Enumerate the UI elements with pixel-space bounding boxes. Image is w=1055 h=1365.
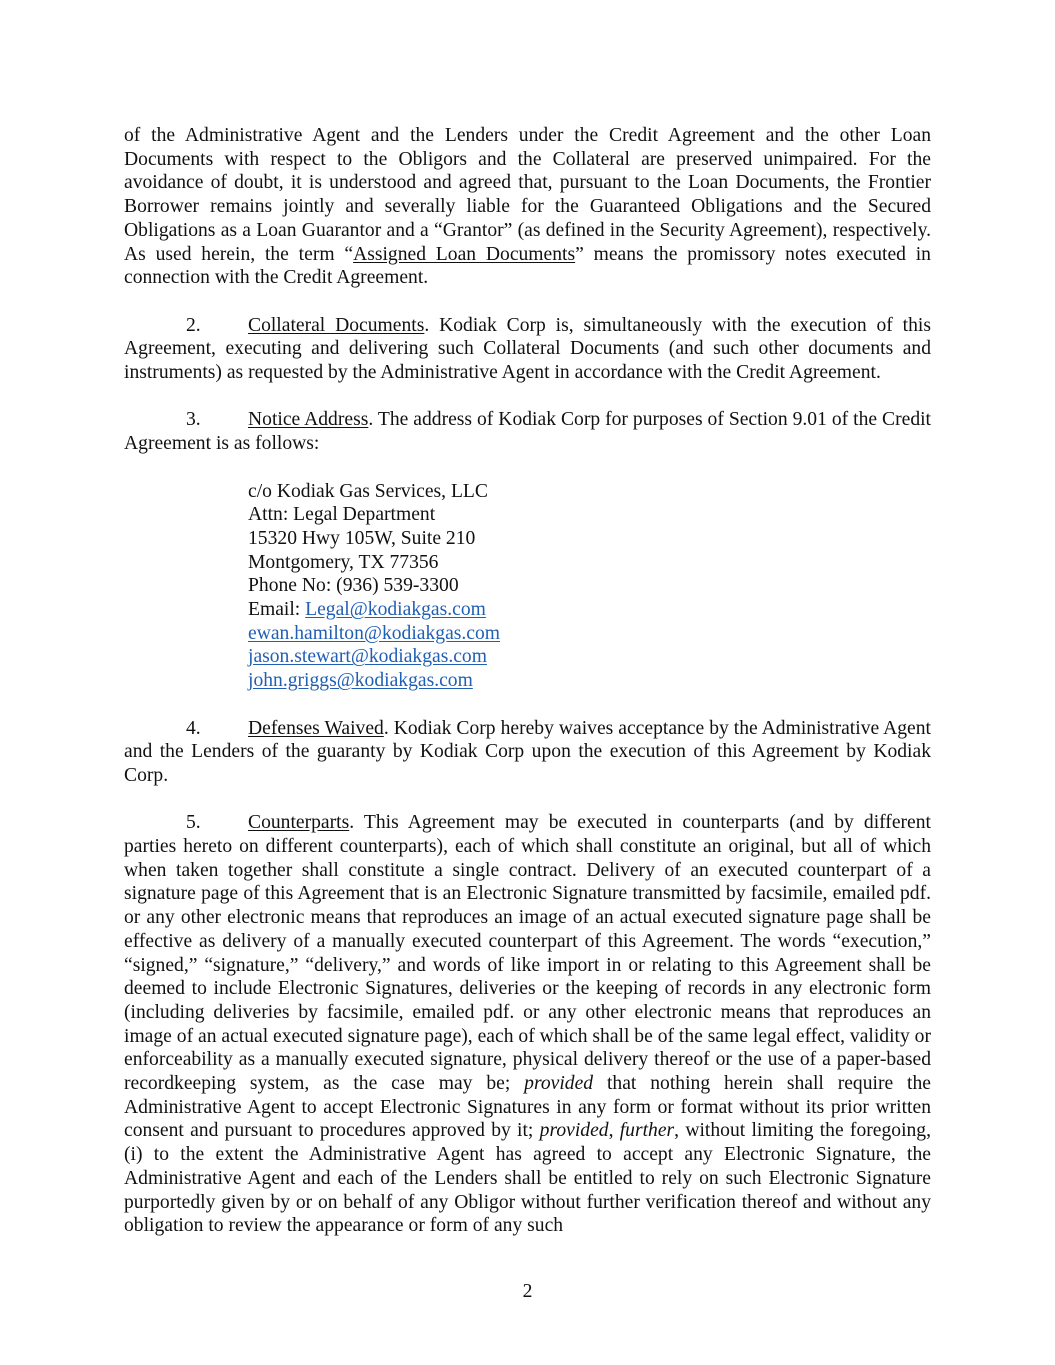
email-link-ewan-hamilton[interactable]: ewan.hamilton@kodiakgas.com xyxy=(248,622,501,644)
address-line-street: 15320 Hwy 105W, Suite 210 xyxy=(248,527,476,549)
section-4-defenses-waived xyxy=(124,717,931,788)
address-line-company: c/o Kodiak Gas Services, LLC xyxy=(248,480,488,502)
section-text-part3: , without limiting the foregoing, (i) to the extent the Administrative Agent has agreed to accept any Electronic Signature, the Administrative Agent and each of the Lenders shall be entitled to rely on such Electronic Signature purportedly given by or on behalf of any Obligor without further verification thereof and without any obligation to review the appearance or form of any such xyxy=(124,1120,931,1237)
intro-text-part1: of the Administrative Agent and the Lenders under the Credit Agreement and the other Loan Documents with respect to the Obligors and the Collateral are preserved unimpaired. For the avoidance of doubt, it is understood and agreed that, pursuant to the Loan Documents, the Frontier Borrower remains jointly and severally liable for the Guaranteed Obligations and the Secured Obligations as a Loan Guarantor and a “Grantor” (as defined in the Security Agreement), respectively. As used herein, the term “ xyxy=(124,125,931,265)
comma: , xyxy=(608,1120,620,1142)
address-line-attention: Attn: Legal Department xyxy=(248,504,436,526)
section-text-part1: . This Agreement may be executed in counterparts (and by different parties hereto on different counterparts), each of which shall constitute an original, but all of which when taken together shall constitute a single contract. Delivery of an executed counterpart of a signature page of this Agreement that is an Electronic Signature transmitted by facsimile, emailed pdf. or any other electronic means that reproduces an image of an actual executed signature page shall be effective as delivery of a manually executed counterpart of this Agreement. The words “execution,” “signed,” “signature,” “delivery,” and words of like import in or relating to this Agreement shall be deemed to include Electronic Signatures, deliveries or the keeping of records in any electronic form (including deliveries by facsimile, emailed pdf. or any other electronic means that reproduces an image of an actual executed signature page), each of which shall be of the same legal effect, validity or enforceability as a manually executed signature, physical delivery thereof or the use of a paper-based recordkeeping system, as the case may be; xyxy=(124,812,931,1095)
page-number: 2 xyxy=(522,1281,533,1302)
italic-provided: provided xyxy=(524,1073,594,1095)
defined-term-assigned-loan-documents: Assigned Loan Documents xyxy=(353,243,576,265)
notice-address-block xyxy=(248,480,931,693)
section-heading: Notice Address xyxy=(248,409,369,431)
intro-paragraph xyxy=(124,124,931,290)
address-line-email-4 xyxy=(248,669,931,693)
document-page xyxy=(124,124,931,1262)
section-heading: Counterparts xyxy=(248,812,350,834)
section-text: . Kodiak Corp hereby waives acceptance by the Administrative Agent and the Lenders of the guaranty by Kodiak Corp upon the execution of this Agreement by Kodiak Corp. xyxy=(124,717,931,786)
section-number: 5. xyxy=(186,812,201,834)
section-text: . The address of Kodiak Corp for purposes of Section 9.01 of the Credit Agreement is as follows: xyxy=(124,409,932,455)
address-line-phone: Phone No: (936) 539-3300 xyxy=(248,575,459,597)
intro-text-part2: ” means the promissory notes executed in connection with the Credit Agreement. xyxy=(124,243,931,289)
section-2-collateral-documents xyxy=(124,314,931,385)
section-number: 4. xyxy=(186,717,201,739)
email-link-legal[interactable]: Legal@kodiakgas.com xyxy=(305,599,486,621)
email-link-jason-stewart[interactable]: jason.stewart@kodiakgas.com xyxy=(248,646,487,668)
italic-provided-2: provided xyxy=(539,1120,609,1142)
section-3-notice-address xyxy=(124,408,931,455)
email-label: Email: xyxy=(248,599,306,621)
italic-further: further xyxy=(619,1120,675,1142)
email-link-john-griggs[interactable]: john.griggs@kodiakgas.com xyxy=(248,670,473,692)
section-number: 2. xyxy=(186,314,201,336)
section-5-counterparts xyxy=(124,811,931,1238)
section-text-part2: that nothing herein shall require the Administrative Agent to accept Electronic Signatures in any form or format without its prior written consent and pursuant to procedures approved by it; xyxy=(124,1073,931,1142)
address-line-city: Montgomery, TX 77356 xyxy=(248,551,439,573)
section-heading: Collateral Documents xyxy=(248,314,425,336)
section-number: 3. xyxy=(186,409,201,431)
section-text: . Kodiak Corp is, simultaneously with the execution of this Agreement, executing and delivering such Collateral Documents (and such other documents and instruments) as requested by the Administrative Agent in accordance with the Credit Agreement. xyxy=(124,314,931,384)
address-line-email-2 xyxy=(248,622,931,646)
address-line-email xyxy=(248,598,931,622)
address-line-email-3 xyxy=(248,645,931,669)
section-heading: Defenses Waived xyxy=(248,717,384,739)
